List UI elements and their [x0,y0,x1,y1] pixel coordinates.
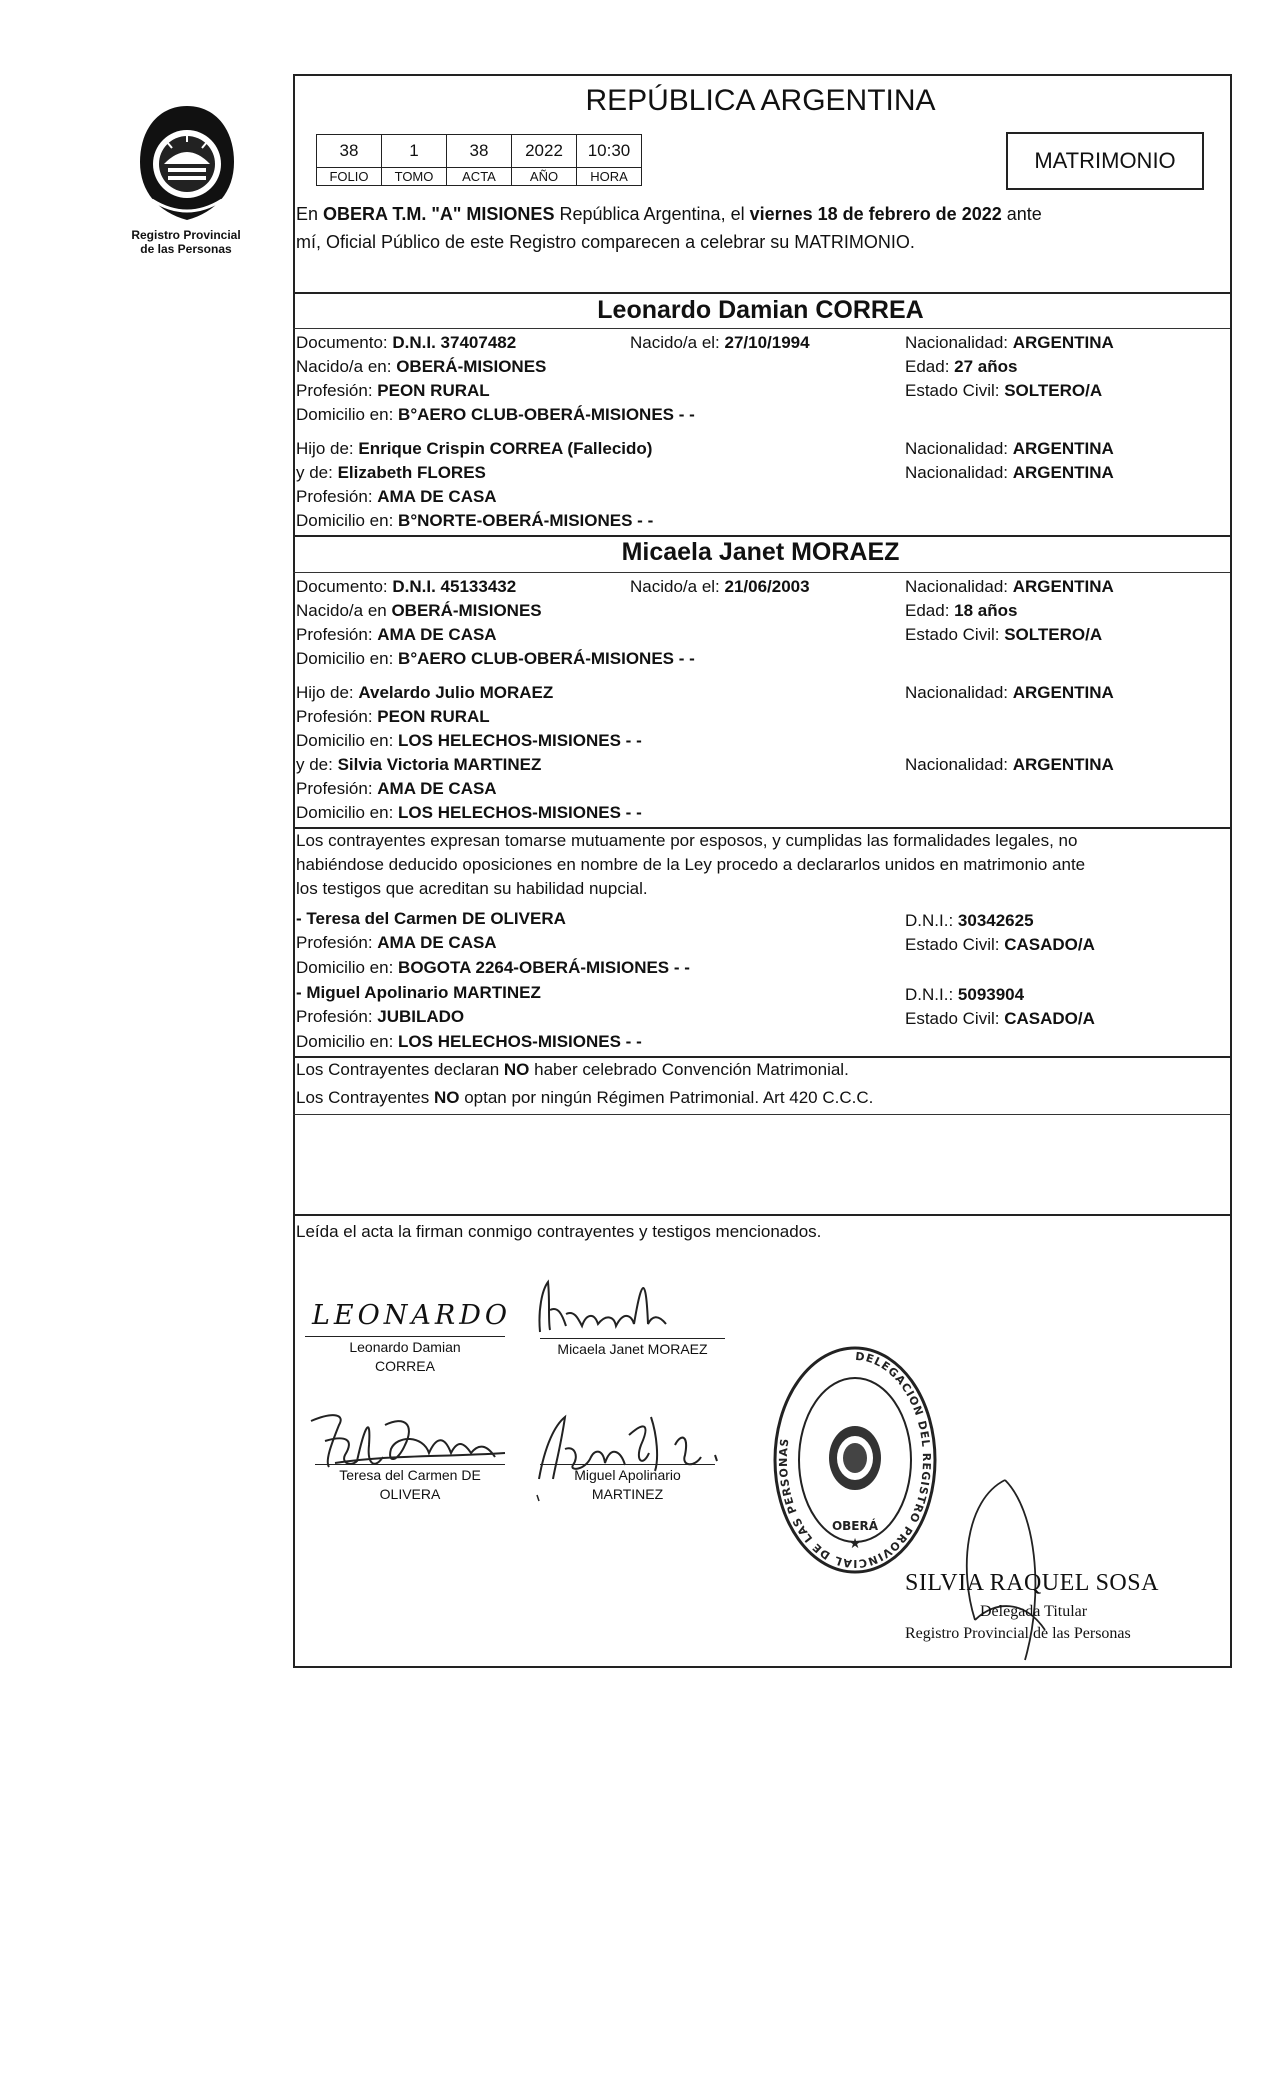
party1-age: Edad: 27 años [905,357,1018,376]
regime-line1: Los Contrayentes declaran NO haber celebrado Convención Matrimonial. [296,1060,849,1079]
svg-text:DELEGACION DEL REGISTRO PROVIN: DELEGACION DEL REGISTRO PROVINCIAL DE LAS PERSONAS [776,1349,934,1571]
acta-label: ACTA [447,168,512,186]
anio-label: AÑO [512,168,577,186]
signature-label-party1: Leonardo Damian CORREA [349,1339,461,1374]
party1-father-nationality: Nacionalidad: ARGENTINA [905,439,1114,458]
party2-mother-profession: Profesión: AMA DE CASA [296,779,497,798]
party1-document: Documento: D.N.I. 37407482 [296,333,517,352]
witness1-name: - Teresa del Carmen DE OLIVERA [296,909,566,928]
intro-line2: mí, Oficial Público de este Registro comparecen a celebrar su MATRIMONIO. [296,232,915,252]
party1-birthplace: Nacido/a en: OBERÁ-MISIONES [296,357,547,376]
party2-father-address: Domicilio en: LOS HELECHOS-MISIONES - - [296,731,642,750]
party1-mother: y de: Elizabeth FLORES [296,463,486,482]
witness1-dni: D.N.I.: 30342625 [905,911,1034,930]
anio-value: 2022 [512,135,577,168]
party2-mother-address: Domicilio en: LOS HELECHOS-MISIONES - - [296,803,642,822]
official-role: Delegada Titular [980,1603,1088,1620]
party2-name: Micaela Janet MORAEZ [621,538,900,566]
declaration-line3: los testigos que acreditan su habilidad nupcial. [296,879,648,898]
party2-age: Edad: 18 años [905,601,1018,620]
signature-label-party2: Micaela Janet MORAEZ [557,1341,708,1357]
party2-father: Hijo de: Avelardo Julio MORAEZ [296,683,554,702]
folio-label: FOLIO [317,168,382,186]
closing-statement: Leída el acta la firman conmigo contrayentes y testigos mencionados. [296,1222,822,1241]
folio-value: 38 [317,135,382,168]
party1-address: Domicilio en: B°AERO CLUB-OBERÁ-MISIONES - - [296,405,695,424]
party2-nationality: Nacionalidad: ARGENTINA [905,577,1114,596]
svg-text:★: ★ [848,1536,862,1552]
witness2-civil-status: Estado Civil: CASADO/A [905,1009,1095,1028]
witness2-address: Domicilio en: LOS HELECHOS-MISIONES - - [296,1032,642,1051]
logo-caption-line2: de las Personas [140,242,232,256]
acta-value: 38 [447,135,512,168]
party2-profession: Profesión: AMA DE CASA [296,625,497,644]
party2-civil-status: Estado Civil: SOLTERO/A [905,625,1103,644]
registry-seal-stamp [770,1340,940,1580]
witness2-profession: Profesión: JUBILADO [296,1007,465,1026]
tomo-label: TOMO [382,168,447,186]
signature-label-witness1: Teresa del Carmen DE OLIVERA [339,1467,481,1502]
party1-mother-nationality: Nacionalidad: ARGENTINA [905,463,1114,482]
hora-label: HORA [577,168,642,186]
party1-mother-profession: Profesión: AMA DE CASA [296,487,497,506]
declaration-line1: Los contrayentes expresan tomarse mutuamente por esposos, y cumplidas las formalidades legales, no [296,831,1078,850]
document-title: REPÚBLICA ARGENTINA [585,84,936,117]
party1-nationality: Nacionalidad: ARGENTINA [905,333,1114,352]
party2-birthdate: Nacido/a el: 21/06/2003 [630,577,810,596]
witness2-name: - Miguel Apolinario MARTINEZ [296,983,541,1002]
party2-father-profession: Profesión: PEON RURAL [296,707,490,726]
official-name: SILVIA RAQUEL SOSA [905,1570,1159,1596]
signature-micaela-drawing [528,1270,728,1340]
regime-line2: Los Contrayentes NO optan por ningún Régimen Patrimonial. Art 420 C.C.C. [296,1088,874,1107]
seal-bottom-text: OBERÁ [831,1519,879,1533]
party1-father: Hijo de: Enrique Crispin CORREA (Fallecido) [296,439,653,458]
tomo-value: 1 [382,135,447,168]
witness1-address: Domicilio en: BOGOTA 2264-OBERÁ-MISIONES - - [296,958,690,977]
signature-label-witness2: Miguel Apolinario MARTINEZ [574,1467,681,1502]
witness1-profession: Profesión: AMA DE CASA [296,933,497,952]
party1-birthdate: Nacido/a el: 27/10/1994 [630,333,810,352]
party2-mother: y de: Silvia Victoria MARTINEZ [296,755,542,774]
party2-father-nationality: Nacionalidad: ARGENTINA [905,683,1114,702]
party2-address: Domicilio en: B°AERO CLUB-OBERÁ-MISIONES - - [296,649,695,668]
signature-leonardo-handwriting: LEONARDO [312,1300,512,1331]
party1-name: Leonardo Damian CORREA [597,296,924,324]
intro-line1: En OBERA T.M. "A" MISIONES República Argentina, el viernes 18 de febrero de 2022 ante [296,204,1042,224]
party1-profession: Profesión: PEON RURAL [296,381,490,400]
record-index-table [316,134,642,186]
declaration-line2: habiéndose deducido oposiciones en nombre de la Ley procedo a declararlos unidos en matrimonio ante [296,855,1086,874]
certificate-type-box: MATRIMONIO [1006,132,1204,190]
party2-mother-nationality: Nacionalidad: ARGENTINA [905,755,1114,774]
official-office: Registro Provincial de las Personas [905,1625,1131,1642]
party2-birthplace: Nacido/a en OBERÁ-MISIONES [296,601,542,620]
witness2-dni: D.N.I.: 5093904 [905,985,1025,1004]
logo-caption-line1: Registro Provincial [131,228,241,242]
witness1-civil-status: Estado Civil: CASADO/A [905,935,1095,954]
party1-parents-address: Domicilio en: B°NORTE-OBERÁ-MISIONES - - [296,511,654,530]
hora-value: 10:30 [577,135,642,168]
party2-document: Documento: D.N.I. 45133432 [296,577,517,596]
party1-civil-status: Estado Civil: SOLTERO/A [905,381,1103,400]
misiones-emblem-logo [128,100,246,226]
